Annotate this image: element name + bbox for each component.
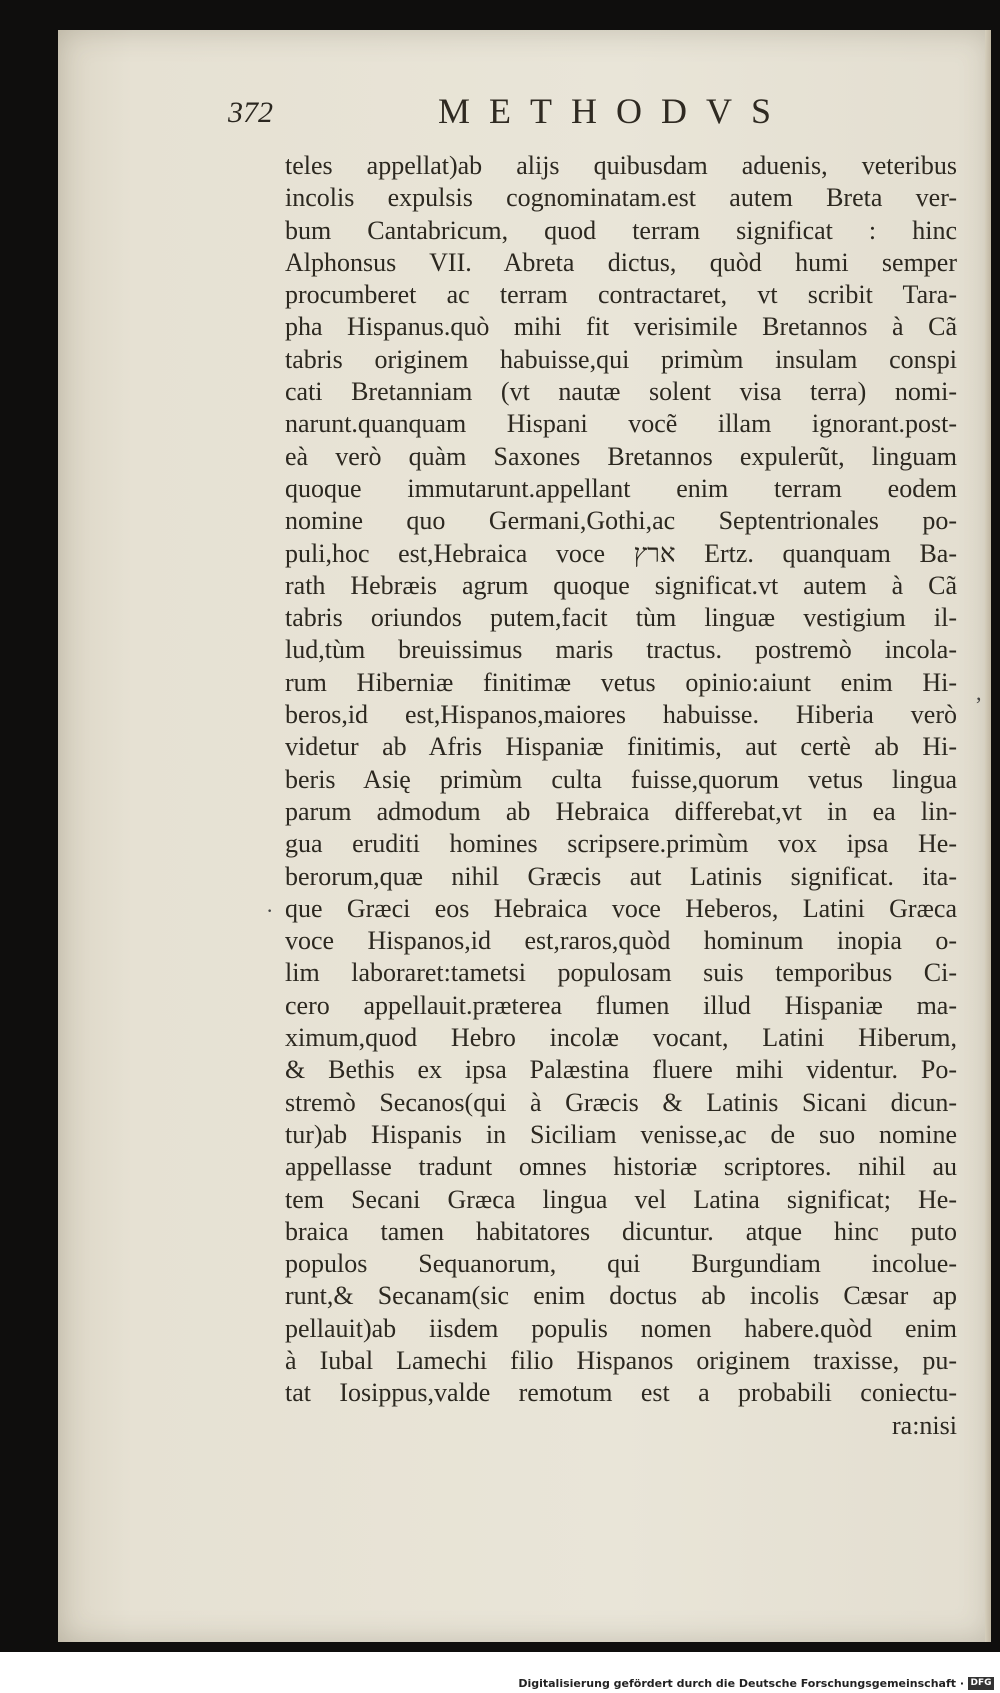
text-line: braica tamen habitatores dicuntur. atque hinc puto: [285, 1216, 957, 1246]
text-line: beros,id est,Hispanos,maiores habuisse. Hiberia verò: [285, 700, 957, 730]
text-line: à Iubal Lamechi filio Hispanos originem traxisse, pu-: [285, 1345, 957, 1375]
text-line: populos Sequanorum, qui Burgundiam incolue-: [285, 1249, 957, 1279]
page-edge: [985, 30, 991, 1642]
text-line: lim laboraret:tametsi populosam suis temporibus Ci-: [285, 958, 957, 988]
footer-bar: [0, 1675, 1000, 1693]
running-head: METHODVS: [438, 91, 791, 131]
text-line: incolis expulsis cognominatam.est autem Breta ver-: [285, 183, 957, 213]
text-line: berorum,quæ nihil Græcis aut Latinis significat. ita-: [285, 861, 957, 891]
dfg-logo: DFG: [968, 1677, 994, 1690]
text-line: nomine quo Germani,Gothi,ac Septentrionales po-: [285, 506, 957, 536]
text-line: procumberet ac terram contractaret, vt scribit Tara-: [285, 280, 957, 310]
funding-notice: Digitalisierung gefördert durch die Deutsche Forschungsgemeinschaft ·: [518, 1677, 964, 1690]
text-line: tabris oriundos putem,facit tùm linguæ vestigium il-: [285, 603, 957, 633]
text-line: pha Hispanus.quò mihi fit verisimile Bretannos à Cã: [285, 312, 957, 342]
text-line: tem Secani Græca lingua vel Latina significat; He-: [285, 1184, 957, 1214]
text-line: stremò Secanos(qui à Græcis & Latinis Sicani dicun-: [285, 1087, 957, 1117]
text-line: quoque immutarunt.appellant enim terram eodem: [285, 473, 957, 503]
text-line: rum Hiberniæ finitimæ vetus opinio:aiunt enim Hi-: [285, 667, 957, 697]
text-line: tabris originem habuisse,qui primùm insulam conspi: [285, 344, 957, 374]
catchword: ra:nisi: [892, 1410, 957, 1440]
text-line: beris Asię primùm culta fuisse,quorum vetus lingua: [285, 764, 957, 794]
text-line: appellasse tradunt omnes historiæ scriptores. nihil au: [285, 1152, 957, 1182]
page-header: [228, 82, 848, 132]
text-line: gua eruditi homines scripsere.primùm vox ipsa He-: [285, 829, 957, 859]
text-line: cero appellauit.præterea flumen illud Hispaniæ ma-: [285, 990, 957, 1020]
text-line: que Græci eos Hebraica voce Heberos, Latini Græca: [285, 893, 957, 923]
text-line: lud,tùm breuissimus maris tractus. postremò incola-: [285, 635, 957, 665]
text-line: cati Bretanniam (vt nautæ solent visa terra) nomi-: [285, 377, 957, 407]
text-line: eà verò quàm Saxones Bretannos expulerũt, linguam: [285, 441, 957, 471]
text-line: Alphonsus VII. Abreta dictus, quòd humi semper: [285, 247, 957, 277]
text-line: bum Cantabricum, quod terram significat : hinc: [285, 215, 957, 245]
text-line: narunt.quanquam Hispani vocẽ illam ignorant.post-: [285, 409, 957, 439]
text-line: & Bethis ex ipsa Palæstina fluere mihi videntur. Po-: [285, 1055, 957, 1085]
text-line: teles appellat)ab alijs quibusdam aduenis, veteribus: [285, 151, 957, 180]
text-line: rath Hebræis agrum quoque significat.vt autem à Cã: [285, 570, 957, 600]
text-line: runt,& Secanam(sic enim doctus ab incolis Cæsar ap: [285, 1281, 957, 1311]
text-line: puli,hoc est,Hebraica voce ארץ Ertz. quanquam Ba-: [285, 538, 957, 568]
body-text: [285, 150, 957, 1442]
text-line: videtur ab Afris Hispaniæ finitimis, aut certè ab Hi-: [285, 732, 957, 762]
text-line: tur)ab Hispanis in Siciliam venisse,ac de suo nomine: [285, 1119, 957, 1149]
margin-mark: ·: [266, 898, 274, 923]
margin-mark: ,: [976, 680, 982, 705]
text-line: parum admodum ab Hebraica differebat,vt in ea lin-: [285, 796, 957, 826]
text-line: voce Hispanos,id est,raros,quòd hominum inopia o-: [285, 926, 957, 956]
text-line: ximum,quod Hebro incolæ vocant, Latini Hiberum,: [285, 1023, 957, 1053]
text-line: tat Iosippus,valde remotum est a probabili coniectu-: [285, 1378, 957, 1408]
page-number: 372: [228, 96, 273, 129]
text-line: pellauit)ab iisdem populis nomen habere.quòd enim: [285, 1313, 957, 1343]
